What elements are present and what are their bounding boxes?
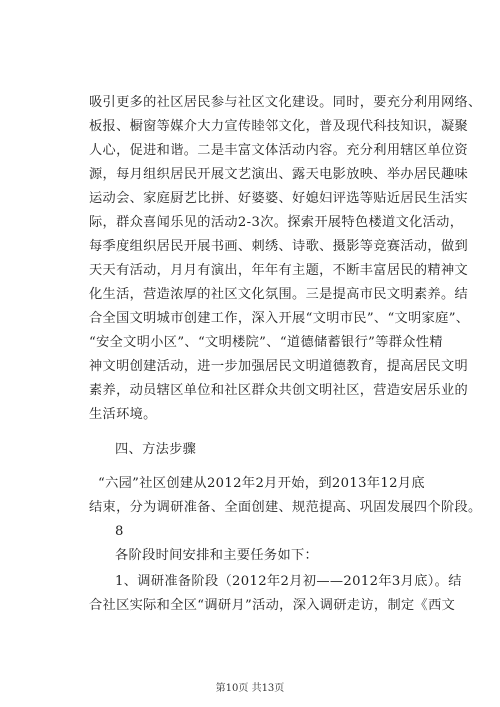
body-line: 神文明创建活动，进一步加强居民文明道德教育，提高居民文明 <box>89 359 469 374</box>
page-marker: 8 <box>115 524 124 539</box>
body-line: 合全国文明城市创建工作，深入开展“文明市民”、“文明家庭”、 <box>89 311 470 326</box>
body-line: 合社区实际和全区“调研月”活动，深入调研走访，制定《西文 <box>89 598 456 613</box>
body-line: “六园”社区创建从2012年2月开始，到2013年12月底 <box>98 476 425 491</box>
body-line: 生活环境。 <box>89 407 157 422</box>
body-line: 1、调研准备阶段（2012年2月初——2012年3月底）。结 <box>115 574 462 589</box>
section-heading: 四、方法步骤 <box>115 442 197 457</box>
body-line: 天天有活动，月月有演出，年年有主题，不断丰富居民的精神文 <box>89 263 469 278</box>
body-line: 运动会、家庭厨艺比拼、好婆婆、好媳妇评选等贴近居民生活实 <box>89 191 469 206</box>
body-line: 际，群众喜闻乐见的活动2-3次。探索开展特色楼道文化活动， <box>89 215 464 230</box>
body-line: 结束，分为调研准备、全面创建、规范提高、巩固发展四个阶段。 <box>89 500 482 515</box>
body-line: 板报、橱窗等媒介大力宣传睦邻文化，普及现代科技知识，凝聚 <box>89 119 469 134</box>
body-line: 各阶段时间安排和主要任务如下： <box>115 548 319 563</box>
body-line: 化生活，营造浓厚的社区文化氛围。三是提高市民文明素养。结 <box>89 287 469 302</box>
page-footer: 第10页 共13页 <box>215 683 285 694</box>
body-line: 每季度组织居民开展书画、刺绣、诗歌、摄影等竞赛活动，做到 <box>89 239 469 254</box>
body-line: 素养，动员辖区单位和社区群众共创文明社区，营造安居乐业的 <box>89 383 469 398</box>
body-line: 人心，促进和谐。二是丰富文体活动内容。充分利用辖区单位资 <box>89 143 469 158</box>
body-line: “安全文明小区”、“文明楼院”、“道德储蓄银行”等群众性精 <box>89 335 443 350</box>
body-line: 吸引更多的社区居民参与社区文化建设。同时，要充分利用网络、 <box>89 95 482 110</box>
body-line: 源，每月组织居民开展文艺演出、露天电影放映、举办居民趣味 <box>89 167 469 182</box>
